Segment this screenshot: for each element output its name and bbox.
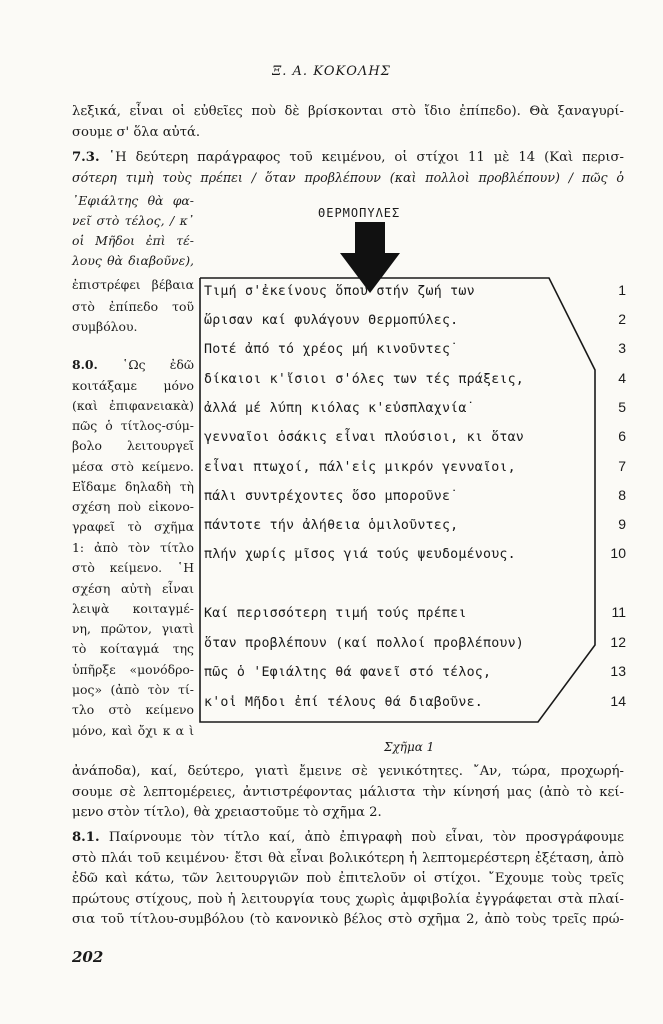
text-line: ἐδῶ καὶ κάτω, τῶν λειτουργιῶν ποὺ ἐπιτελοῦν οἱ στίχοι. ῎Εχουμε τοὺς τρεῖς <box>72 871 624 886</box>
narrow-line: 1: ἀπὸ τὸν τίτλο <box>72 540 194 555</box>
poem-line-number: 12 <box>610 634 626 650</box>
arrow-icon <box>340 222 400 293</box>
poem-line-number: 9 <box>618 516 626 532</box>
poem-line-1: Τιμή σ'ἐκείνους ὅπου στήν ζωή των <box>204 284 475 299</box>
text-line: σια τοῦ τίτλου-συμβόλου (τὸ κανονικὸ βέλος στὸ σχῆμα 2, ἀπὸ τοὺς τρεῖς πρώ- <box>72 912 624 927</box>
narrow-line: μέσα στὸ κείμενο. <box>72 459 194 474</box>
narrow-line: πῶς ὁ τίτλος-σύμ- <box>72 418 194 433</box>
text-span: Παίρνουμε τὸν τίτλο καί, ἀπὸ ἐπιγραφὴ ποὺ εἶναι, τὸν προσγράφουμε <box>108 830 624 845</box>
running-head: Ξ. Α. ΚΟΚΟΛΗΣ <box>272 64 391 79</box>
poem-line-number: 8 <box>618 487 626 503</box>
narrow-line: λειψὰ κοιταγμέ- <box>72 601 194 616</box>
poem-line-5: ἀλλά μέ λύπη κιόλας κ'εὐσπλαχνία˙ <box>204 401 475 416</box>
narrow-line: νεῖ στὸ τέλος, / κ᾽ <box>72 213 194 228</box>
text-line: ἀνάποδα), καί, δεύτερο, γιατὶ ἔμεινε σὲ γενικότητες. ῎Αν, τώρα, προχωρή- <box>72 764 624 779</box>
text-line: πρώτους στίχους, ποὺ ἡ λειτουργία τους χωρὶς ἀμφιβολία ἐγγράφεται στὰ πλαί- <box>72 892 624 907</box>
narrow-line: σχέση αὐτὴ εἶναι <box>72 581 194 596</box>
poem-line-3: Ποτέ ἀπό τό χρέος μή κινοῦντες˙ <box>204 342 459 357</box>
poem-line-number: 10 <box>610 545 626 561</box>
narrow-line: ὑπῆρξε «μονόδρο- <box>72 662 194 677</box>
narrow-line: (καὶ ἐπιφανειακὰ) <box>72 398 194 413</box>
narrow-line: Εἴδαμε δηλαδὴ τὴ <box>72 479 194 494</box>
narrow-line: τλο στὸ κείμενο <box>72 702 194 717</box>
poem-line-number: 7 <box>618 458 626 474</box>
narrow-line: μος» (ἀπὸ τὸν τί- <box>72 682 194 697</box>
narrow-line: σχέση ποὺ εἰκονο- <box>72 499 194 514</box>
poem-line-8: πάλι συντρέχοντες ὅσο μποροῦνε˙ <box>204 489 459 504</box>
text-line: σότερη τιμὴ τοὺς πρέπει / ὅταν προβλέπουν (καὶ πολλοὶ προβλέπουν) / πῶς ὁ <box>72 170 624 185</box>
narrow-line: τὸ κοίταγμά της <box>72 641 194 656</box>
text-span: ῾Η δεύτερη παράγραφος τοῦ κειμένου, οἱ στίχοι 11 μὲ 14 (Καὶ περισ- <box>108 150 624 165</box>
poem-line-10: πλήν χωρίς μῖσος γιά τούς ψευδομένους. <box>204 547 516 562</box>
narrow-line: ᾽Εφιάλτης θὰ φα- <box>72 193 194 208</box>
narrow-line: κοιτάξαμε μόνο <box>72 378 194 393</box>
poem-line-12: ὅταν προβλέπουν (καί πολλοί προβλέπουν) <box>204 636 525 651</box>
poem-line-number: 3 <box>618 340 626 356</box>
section-number-7-3: 7.3. <box>72 150 100 165</box>
poem-line-11: Καί περισσότερη τιμή τούς πρέπει <box>204 606 467 621</box>
poem-line-4: δίκαιοι κ'ἴσιοι σ'όλες των τές πράξεις, <box>204 372 525 387</box>
poem-line-9: πάντοτε τήν ἀλήθεια ὁμιλοῦντες, <box>204 518 459 533</box>
poem-line-2: ὥρισαν καί φυλάγουν Θερμοπύλες. <box>204 313 459 328</box>
figure-title: ΘΕΡΜΟΠΥΛΕΣ <box>318 206 401 220</box>
text-span: ῾Ως ἐδῶ <box>122 357 194 372</box>
narrow-line: βολο λειτουργεῖ <box>72 438 194 453</box>
narrow-line: γραφεῖ τὸ σχῆμα <box>72 519 194 534</box>
poem-line-number: 1 <box>618 282 626 298</box>
poem-line-number: 11 <box>611 604 626 620</box>
poem-line-14: κ'οἱ Μῆδοι ἐπί τέλους θά διαβοῦνε. <box>204 695 483 710</box>
poem-line-number: 5 <box>618 399 626 415</box>
page-number: 202 <box>72 948 104 966</box>
text-line: μενο στὸν τίτλο), θὰ χρειαστοῦμε τὸ σχῆμα 2. <box>72 805 382 820</box>
poem-line-number: 13 <box>610 663 626 679</box>
narrow-line: στὸ ἐπίπεδο τοῦ <box>72 299 194 314</box>
poem-line-number: 2 <box>618 311 626 327</box>
section-number-8-0: 8.0. <box>72 357 98 372</box>
narrow-line: μόνο, καὶ ὄχι κ α ὶ <box>72 723 194 738</box>
paragraph-8-1-first-line <box>72 829 624 847</box>
text-line: λεξικά, εἶναι οἱ εὐθεῖες ποὺ δὲ βρίσκονται στὸ ἴδιο ἐπίπεδο). Θὰ ξαναγυρί- <box>72 104 624 119</box>
text-line: σουμε σ' ὅλα αὐτά. <box>72 125 201 140</box>
narrow-line: ἐπιστρέφει βέβαια <box>72 277 194 292</box>
narrow-line: συμβόλου. <box>72 319 138 334</box>
narrow-line: στὸ κείμενο. ῾Η <box>72 560 194 575</box>
section-number-8-1: 8.1. <box>72 830 100 845</box>
poem-line-6: γενναῖοι ὁσάκις εἶναι πλούσιοι, κι ὅταν <box>204 430 525 445</box>
narrow-line: λους θὰ διαβοῦνε), <box>72 253 194 268</box>
poem-line-7: εἶναι πτωχοί, πάλ'εἰς μικρόν γενναῖοι, <box>204 460 516 475</box>
poem-line-number: 6 <box>618 428 626 444</box>
narrow-line: νη, πρῶτον, γιατὶ <box>72 621 194 636</box>
poem-line-13: πῶς ὁ 'Εφιάλτης θά φανεῖ στό τέλος, <box>204 665 492 680</box>
narrow-line: οἱ Μῆδοι ἐπὶ τέ- <box>72 233 194 248</box>
poem-line-number: 4 <box>618 370 626 386</box>
text-line: σουμε σὲ λεπτομέρειες, ἀντιστρέφοντας μάλιστα τὴν κίνησή μας (ἀπὸ τὸ κεί- <box>72 785 624 800</box>
figure-caption: Σχῆμα 1 <box>384 740 435 754</box>
text-line: στὸ πλάι τοῦ κειμένου· ἔτσι θὰ εἶναι βολικότερη ἡ λεπτομερέστερη ἐξέταση, ἀπὸ <box>72 851 624 866</box>
poem-line-number: 14 <box>610 693 626 709</box>
